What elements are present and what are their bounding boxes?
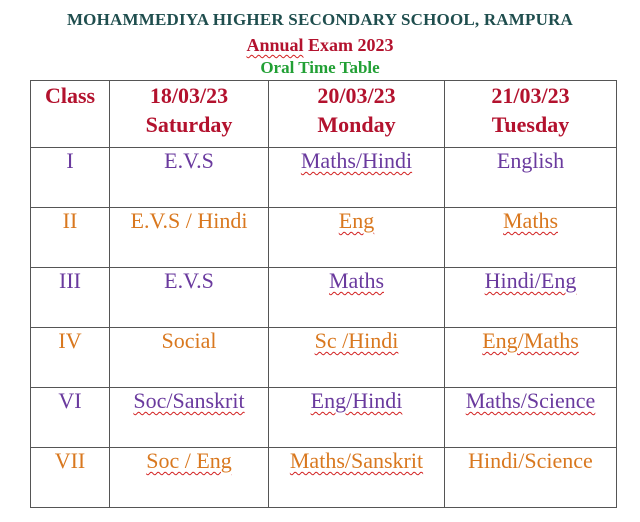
table-row <box>31 148 617 208</box>
header-day: Saturday <box>145 112 233 137</box>
subject-text: Soc / Eng <box>146 448 232 473</box>
subject-cell <box>269 268 445 328</box>
header-date: 21/03/23 <box>491 83 570 108</box>
class-cell: VII <box>31 448 110 508</box>
timetable <box>30 80 617 508</box>
date-header <box>269 81 445 148</box>
class-header: Class <box>31 81 110 148</box>
subject-cell <box>445 268 617 328</box>
subject-cell <box>269 208 445 268</box>
header-date: 18/03/23 <box>149 83 229 108</box>
subject-cell: E.V.S / Hindi <box>110 208 269 268</box>
subject-cell <box>110 448 269 508</box>
subject-cell <box>445 208 617 268</box>
class-cell: III <box>31 268 110 328</box>
subject-cell: Social <box>110 328 269 388</box>
subject-text: Eng/Hindi <box>310 388 403 413</box>
subject-text: Hindi/Eng <box>484 268 577 293</box>
class-cell: IV <box>31 328 110 388</box>
subject-cell <box>110 388 269 448</box>
subject-text: Sc /Hindi <box>314 328 399 353</box>
table-row <box>31 448 617 508</box>
subject-cell: English <box>445 148 617 208</box>
subject-text: Maths <box>503 208 558 233</box>
subject-cell <box>269 148 445 208</box>
subject-cell: E.V.S <box>110 148 269 208</box>
date-header <box>445 81 617 148</box>
subject-text: Soc/Sanskrit <box>133 388 245 413</box>
class-cell: VI <box>31 388 110 448</box>
header-row <box>31 81 617 148</box>
subject-text: Eng/Maths <box>482 328 579 353</box>
timetable-subtitle: Oral Time Table <box>260 58 380 77</box>
subject-cell <box>445 388 617 448</box>
header-day: Monday <box>317 112 396 137</box>
subject-cell: Hindi/Science <box>445 448 617 508</box>
table-row <box>31 328 617 388</box>
header-day: Tuesday <box>491 112 570 137</box>
subject-text: Maths/Sanskrit <box>289 448 424 473</box>
subject-cell <box>269 388 445 448</box>
table-row <box>31 208 617 268</box>
class-cell: I <box>31 148 110 208</box>
subject-text: Eng <box>338 208 375 233</box>
exam-title-word: Annual <box>246 35 304 55</box>
table-row <box>31 388 617 448</box>
subject-cell <box>269 448 445 508</box>
header-date: 20/03/23 <box>317 83 396 108</box>
subject-cell <box>445 328 617 388</box>
school-name: MOHAMMEDIYA HIGHER SECONDARY SCHOOL, RAMPURA <box>66 10 574 29</box>
subject-text: Maths/Science <box>465 388 596 413</box>
subject-text: Maths <box>329 268 384 293</box>
subject-cell: E.V.S <box>110 268 269 328</box>
subject-text: Maths/Hindi <box>300 148 413 173</box>
exam-title <box>0 35 640 56</box>
subject-cell <box>269 328 445 388</box>
class-cell: II <box>31 208 110 268</box>
table-row <box>31 268 617 328</box>
date-header <box>110 81 269 148</box>
exam-title-year: Exam 2023 <box>308 35 394 55</box>
